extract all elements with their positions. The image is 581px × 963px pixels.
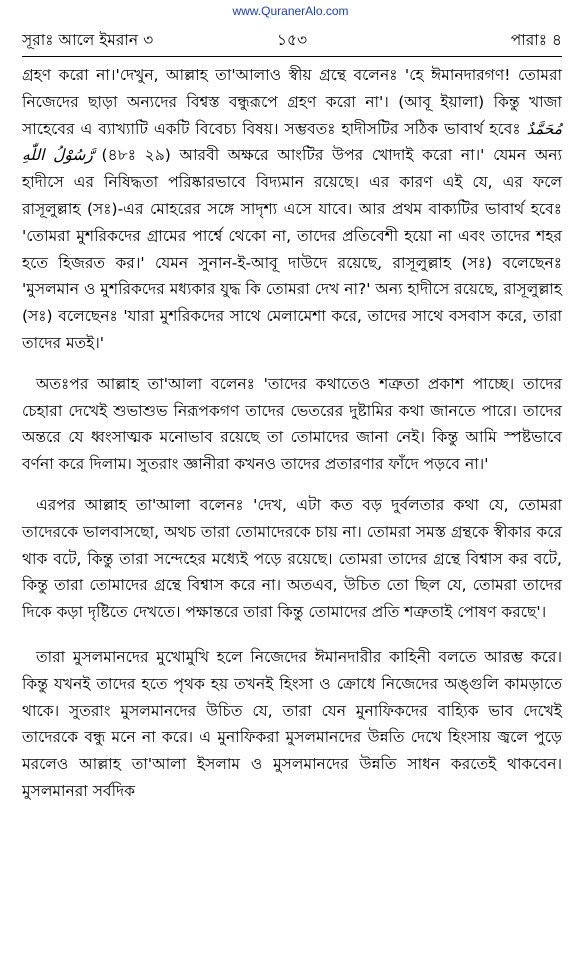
page-header — [22, 28, 562, 54]
paragraph-1-text-b: (৪৮ঃ ২৯) আরবী অক্ষরে আংটির উপর খোদাই করো না।' যেমন অন্য হাদীসে এর নিষিদ্ধতা পরিষ্কারভাবে বিদ্যমান রয়েছে। এর কারণ এই যে, এর ফলে রাসূলুল্লাহ (সঃ)-এর মোহরের সঙ্গে সাদৃশ্য এসে যাবে। আর প্রথম বাক্যটির ভাবার্থ হবেঃ 'তোমরা মুশরিকদের গ্রামের পার্শ্বে থেকো না, তাদের প্রতিবেশী হয়ো না এবং তাদের শহর হতে হিজরত কর।' যেমন সুনান-ই-আবূ দাউদে রয়েছে, রাসূলুল্লাহ (সঃ) বলেছেনঃ 'মুসলমান ও মুশরিকদের মধ্যকার যুদ্ধ কি তোমরা দেখ না?' অন্য হাদীসে রয়েছে, রাসূলুল্লাহ (সঃ) বলেছেনঃ 'যারা মুশরিকদের সাথে মেলামেশা করে, তাদের সাথে বসবাস করে, তারা তাদের মতই।' — [22, 146, 562, 352]
paragraph-1 — [22, 62, 562, 357]
paragraph-gap — [22, 626, 562, 644]
paragraph-gap — [22, 478, 562, 492]
paragraph-3: এরপর আল্লাহ তা'আলা বলেনঃ 'দেখ, এটা কত বড় দুর্বলতার কথা যে, তোমরা তাদেরকে ভালবাসছো, অথচ তারা তোমাদেরকে চায় না। তোমরা সমস্ত গ্রন্থকে স্বীকার করে থাক বটে, কিন্তু তারা সন্দেহের মধ্যেই পড়ে রয়েছে। তোমরা তাদের গ্রন্থে বিশ্বাস কর বটে, কিন্তু তারা তোমাদের গ্রন্থে বিশ্বাস করে না। অতএব, উচিত তো ছিল যে, তোমরা তাদের দিকে কড়া দৃষ্টিতে দেখতে। পক্ষান্তরে তারা কিন্তু তোমাদের প্রতি শত্রুতাই পোষণ করছে'। — [22, 495, 562, 622]
page-number: ১৫৩ — [276, 31, 308, 49]
paragraph-2: অতঃপর আল্লাহ তা'আলা বলেনঃ 'তাদের কথাতেও শত্রুতা প্রকাশ পাচ্ছে। তাদের চেহারা দেখেই শুভাশুভ নিরূপকগণ তাদের ভেতরের দুষ্টামির কথা জানতে পারে। তাদের অন্তরে যে ধ্বংসাত্মক মনোভাব রয়েছে তা তোমাদের জানা নেই। কিন্তু আমি স্পষ্টভাবে বর্ণনা করে দিলাম। সুতরাং জ্ঞানীরা কখনও তাদের প্রতারণার ফাঁদে পড়বে না।' — [22, 374, 562, 474]
para-number: পারাঃ ৪ — [510, 31, 562, 49]
surah-name: সূরাঃ আলে ইমরান ৩ — [22, 31, 154, 49]
page-body — [22, 62, 562, 805]
arabic-inscription: مُحَمَّدٌ رَّسُوْلُ اللّٰهِ — [22, 119, 562, 165]
site-url[interactable]: www.QuranerAlo.com — [232, 4, 349, 18]
paragraph-4: তারা মুসলমানদের মুখোমুখি হলে নিজেদের ঈমানদারীর কাহিনী বলতে আরম্ভ করে। কিন্তু যখনই তাদের হতে পৃথক হয় তখনই হিংসা ও ক্রোধে নিজেদের অঙ্গুলি কামড়াতে থাকে। সুতরাং মুসলমানদের উচিত যে, তারা যেন মুনাফিকদের বাহ্যিক ভাব দেখেই তাদেরকে বন্ধু মনে না করে। এ মুনাফিকরা মুসলমানদের উন্নতি দেখে হিংসায় জ্বলে পুড়ে মরলেও আল্লাহ তা'আলা ইসলাম ও মুসলমানদের উন্নতি সাধন করতেই থাকবেন। মুসলমানরা সর্বদিক — [22, 647, 562, 800]
header-divider — [22, 56, 562, 57]
paragraph-gap — [22, 357, 562, 371]
paragraph-1-text-a: গ্রহণ করো না।'দেখুন, আল্লাহ তা'আলাও স্বীয় গ্রন্থে বলেনঃ 'হে ঈমানদারগণ! তোমরা নিজেদের ছাড়া অন্যদের বিশ্বস্ত বন্ধুরূপে গ্রহণ করো না'। (আবূ ইয়ালা) কিন্তু খাজা সাহেবের এ ব্যাখ্যাটি একটি বিবেচ্য বিষয়। সম্ভবতঃ হাদীসটির সঠিক ভাবার্থ হবেঃ — [22, 66, 562, 138]
